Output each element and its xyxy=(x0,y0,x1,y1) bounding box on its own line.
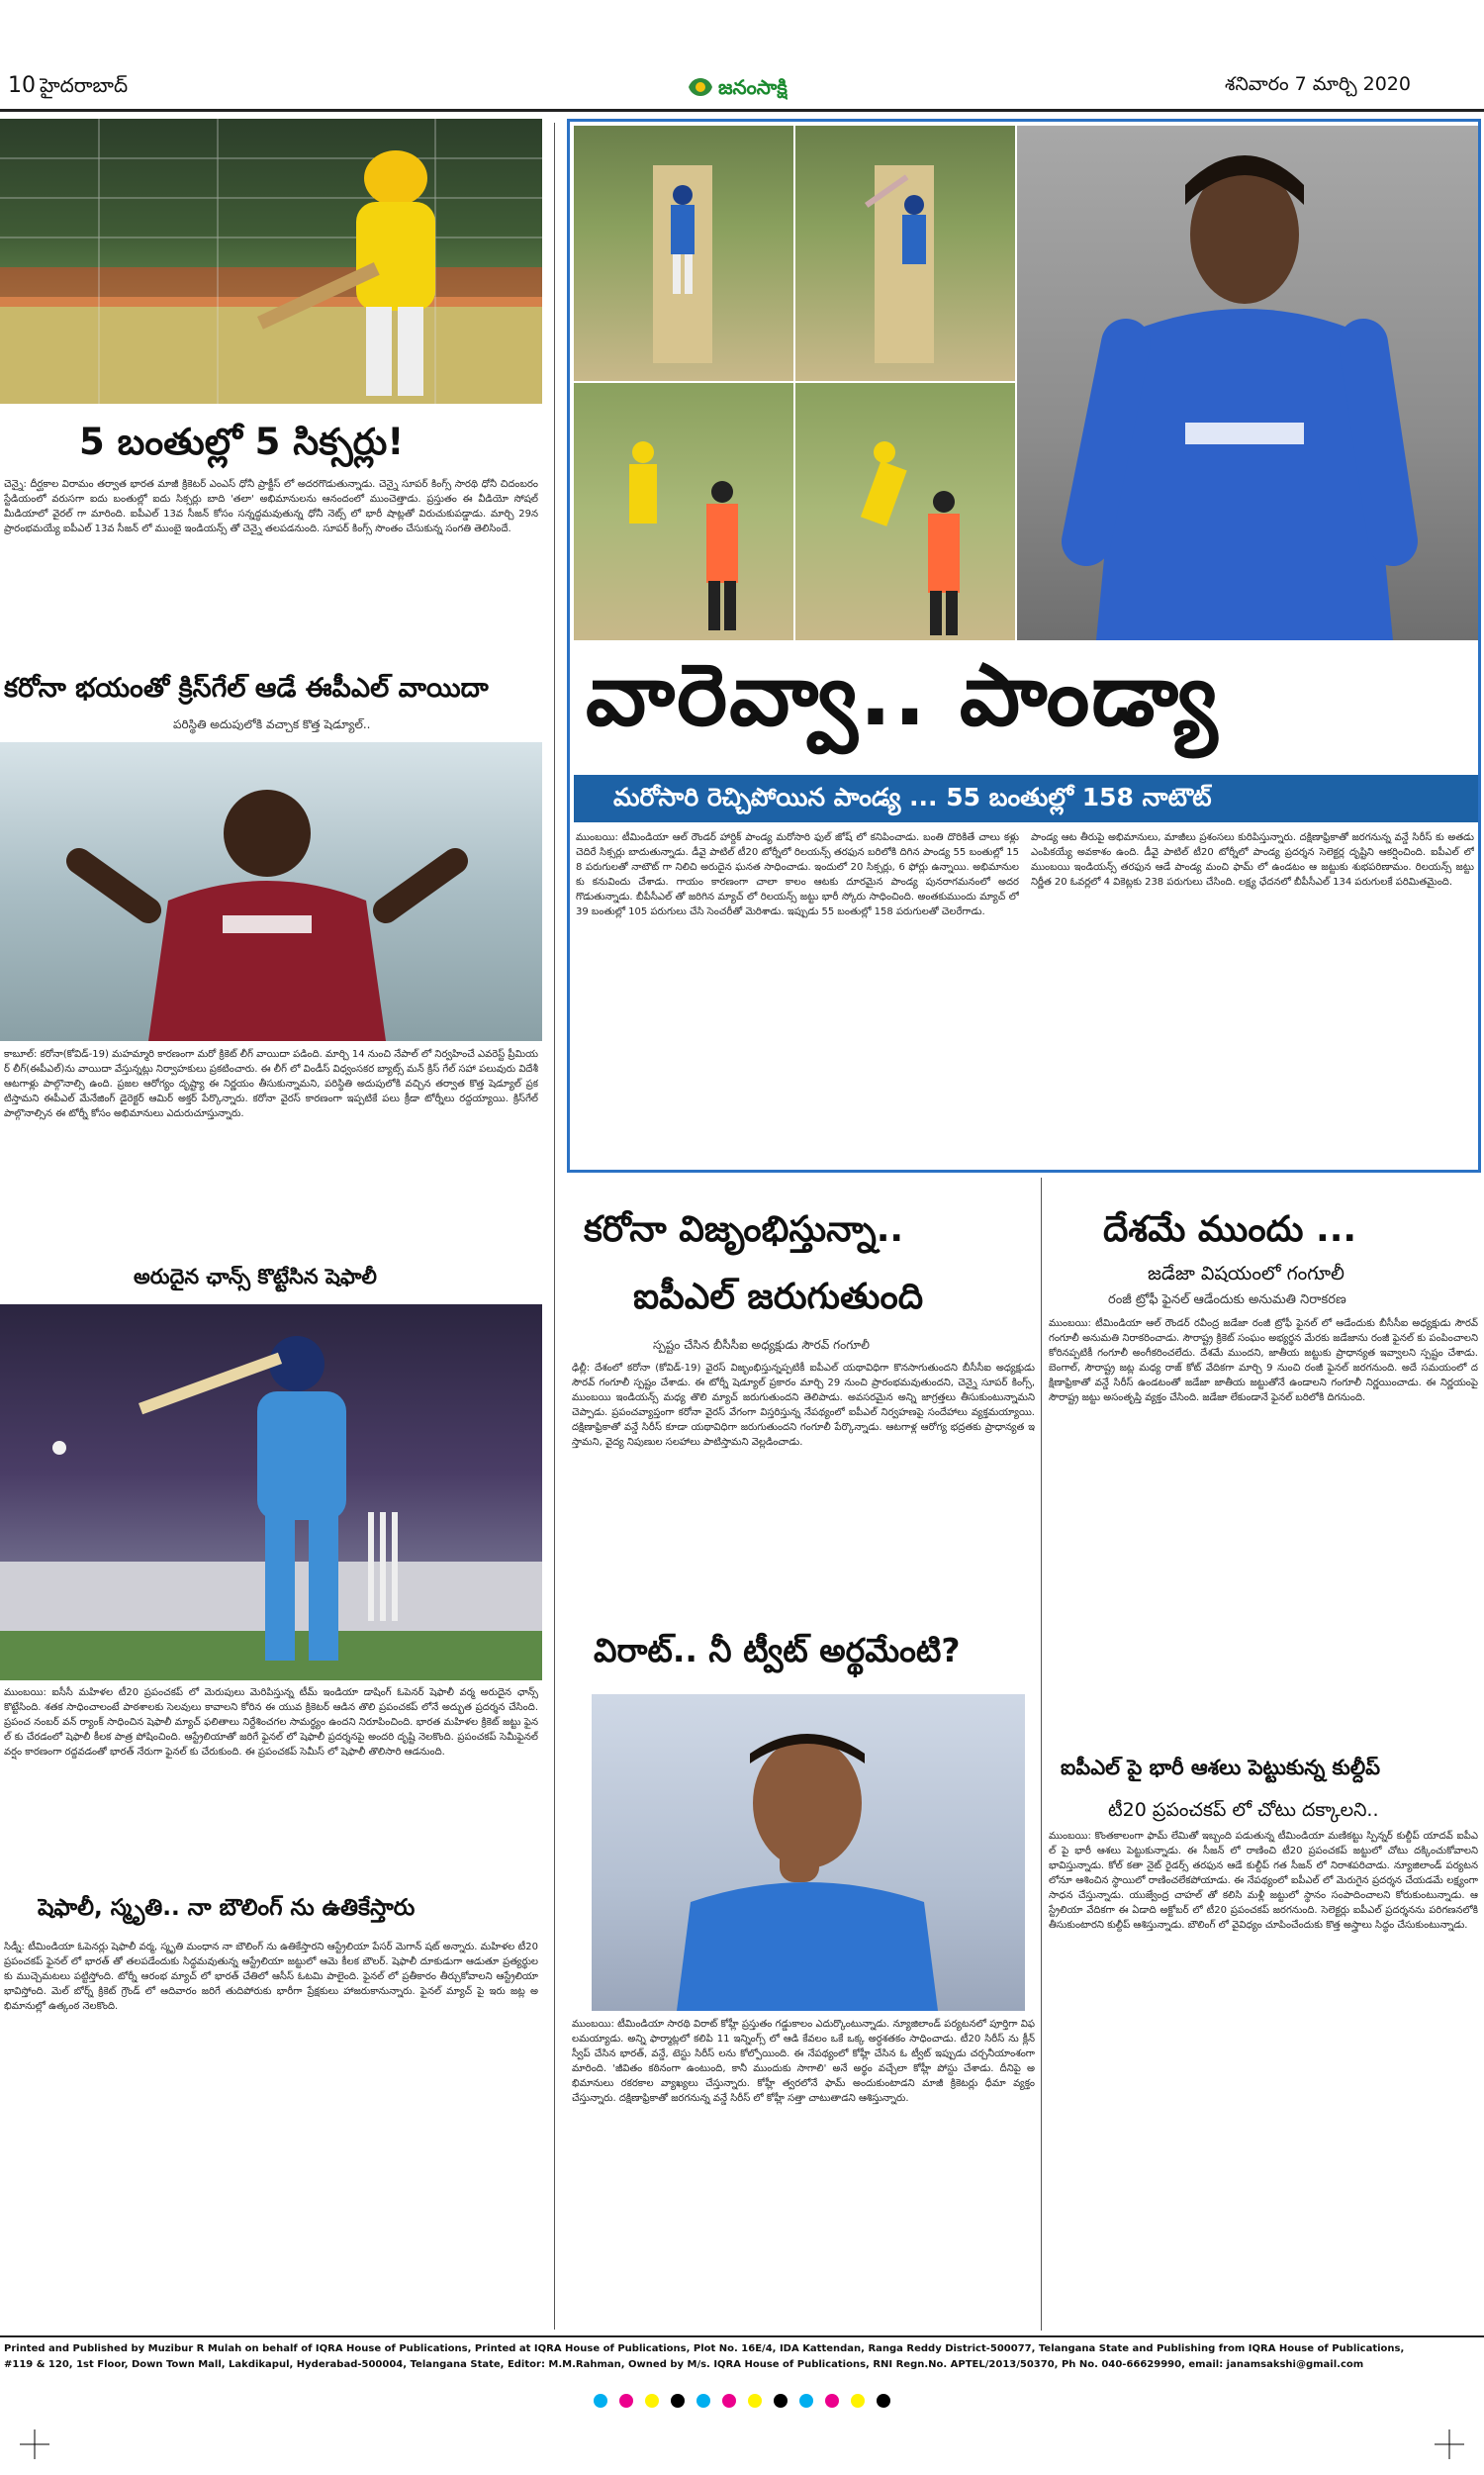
color-swatch-icon xyxy=(799,2394,813,2408)
shafali-body: ముంబయి: ఐసీసీ మహిళల టీ20 ప్రపంచకప్ లో మెరుపులు మెరిపిస్తున్న టీమ్ ఇండియా డాషింగ్ ఓపెనర్ షెఫాలీ వర్మ అరుదైన ఛాన్స్ కొట్టేసింది. శతక సాధించాలంటే పాఠశాలకు సెలవులు కావాలని కోరిన ఈ యువ క్రికెటర్ ఆడిన తొలి ప్రపంచకప్ లోనే అద్భుత ప్రదర్శన చేసింది. ప్రపంచ నంబర్ వన్ ర్యాంక్ సాధించిన షెఫాలీ మ్యాచ్ ఫలితాలు నిర్దేశించగల సామర్థ్యం ఉందని నిరూపించింది. భారత మహిళల క్రికెట్ జట్టు ఫైనల్ కు చేరడంలో షెఫాలీ కీలక పాత్ర పోషించింది. ఆస్ట్రేలియాతో జరిగే ఫైనల్ లో షెఫాలీ ప్రదర్శనపై అందరి దృష్టి నెలకొంది. ప్రపంచకప్ సెమీఫైనల్ వర్షం కారణంగా రద్దవడంతో భారత్ నేరుగా ఫైనల్ కు చేరుకుంది. ఈ ప్రపంచకప్ సెమీస్ లో షెఫాలీ తొలిసారి ఆడనుంది. xyxy=(4,1687,538,1758)
pandya-action-photo-1 xyxy=(574,126,793,381)
kuldeep-headline-line2: టీ20 ప్రపంచకప్ లో చోటు దక్కాలని.. xyxy=(1108,1799,1379,1821)
pandya-banner-text: మరోసారి రెచ్చిపోయిన పాండ్య ... 55 బంతుల్లో 158 నాటౌట్ xyxy=(613,783,1212,811)
gayle-credit: పరిస్థితి అదుపులోకి వచ్చాక కొత్త షెడ్యూల్.. xyxy=(173,717,371,731)
pandya-action-photo-2 xyxy=(795,126,1015,381)
color-swatch-icon xyxy=(619,2394,633,2408)
kohli-body: ముంబయి: టీమిండియా సారథి విరాట్ కోహ్లీ ప్రస్తుతం గడ్డుకాలం ఎదుర్కొంటున్నాడు. న్యూజిలాండ్ పర్యటనలో పూర్తిగా విఫలమయ్యాడు. అన్ని ఫార్మాట్లలో కలిపి 11 ఇన్నింగ్స్ లో ఆడి కేవలం ఒకే ఒక్క అర్ధశతకం సాధించాడు. టీ20 సిరీస్ ను క్లీన్ స్వీప్ చేసిన భారత్, వన్డే, టెస్టు సిరీస్ లను కోల్పోయింది. ఈ నేపథ్యంలో కోహ్లీ చేసిన ఓ ట్వీట్ ఇప్పుడు చర్చనీయాంశంగా మారింది. 'జీవితం కఠినంగా ఉంటుంది, కానీ ముందుకు సాగాలి' అనే అర్థం వచ్చేలా కోహ్లీ పోస్టు చేశాడు. దీనిపై అభిమానులు రకరకాల వ్యాఖ్యలు చేస్తున్నారు. కోహ్లీ త్వరలోనే ఫామ్ అందుకుంటాడని మాజీ క్రికెటర్లు ధీమా వ్యక్తం చేస్తున్నారు. దక్షిణాఫ్రికాతో జరగనున్న వన్డే సిరీస్ లో కోహ్లీ సత్తా చాటుతాడని ఆశిస్తున్నారు. xyxy=(572,2019,1035,2104)
dhoni-photo xyxy=(0,119,542,404)
kuldeep-headline-line1: ఐపీఎల్ పై భారీ ఆశలు పెట్టుకున్న కుల్దీప్ xyxy=(1061,1756,1381,1779)
sixes-body: చెన్నై: దీర్ఘకాల విరామం తర్వాత భారత మాజీ క్రికెటర్ ఎంఎస్ ధోనీ ప్రాక్టీస్ లో అదరగొడుతున్నాడు. చెన్నై సూపర్ కింగ్స్ సారథి ధోనీ చిదంబరం స్టేడియంలో వరుసగా ఐదు బంతుల్లో ఐదు సిక్సర్లు బాది 'తలా' అభిమానులను ఆనందంలో ముంచెత్తాడు. ప్రస్తుతం ఈ వీడియో సోషల్ మీడియాలో వైరల్ గా మారింది. ఐపీఎల్ 13వ సీజన్ కోసం సన్నద్ధమవుతున్న ధోనీ నెట్స్ లో భారీ షాట్లతో విరుచుకుపడ్డాడు. మార్చి 29న ప్రారంభమయ్యే ఐపీఎల్ 13వ సీజన్ లో ముంబై ఇండియన్స్ తో చెన్నై తలపడనుంది. సూపర్ కింగ్స్ సొంతం చేసుకున్న సంగతి తెలిసిందే. xyxy=(4,479,538,534)
kohli-figure-icon xyxy=(592,1694,1025,2011)
column-divider-left xyxy=(554,123,555,2330)
pandya-portrait-photo xyxy=(1017,126,1478,640)
kohli-photo xyxy=(592,1694,1025,2011)
shafali-headline: అరుదైన ఛాన్స్ కొట్టేసిన షెఫాలీ xyxy=(134,1265,377,1288)
color-swatch-icon xyxy=(748,2394,762,2408)
paper-logo xyxy=(683,69,801,105)
bowler-umpire-icon xyxy=(574,383,793,640)
batsman-shot-icon xyxy=(795,126,1015,381)
gayle-headline: కరోనా భయంతో క్రిస్‌గేల్ ఆడే ఈపీఎల్ వాయిదా xyxy=(4,673,489,704)
footer-imprint xyxy=(4,2341,1480,2373)
bowling-headline: షెఫాలీ, స్మృతి.. నా బౌలింగ్ ను ఉతికేస్తారు xyxy=(38,1895,416,1921)
ipl-headline-line2: ఐపీఎల్ జరుగుతుంది xyxy=(633,1277,924,1317)
ipl-body: ఢిల్లీ: దేశంలో కరోనా (కోవిడ్-19) వైరస్ విజృంభిస్తున్నప్పటికీ ఐపీఎల్ యథావిధిగా కొనసాగుతుందని బీసీసీఐ అధ్యక్షుడు సౌరవ్ గంగూలీ స్పష్టం చేశాడు. ఈ టోర్నీ షెడ్యూల్ ప్రకారం మార్చి 29 నుంచి ప్రారంభమవుతుందని, చెన్నై సూపర్ కింగ్స్, ముంబయి ఇండియన్స్ మధ్య తొలి మ్యాచ్ జరుగుతుందని తెలిపాడు. అవసరమైన అన్ని జాగ్రత్తలు తీసుకుంటున్నామని చెప్పాడు. ప్రపంచవ్యాప్తంగా కరోనా వైరస్ వేగంగా విస్తరిస్తున్న నేపథ్యంలో ఐపీఎల్ నిర్వహణపై సందేహాలు వ్యక్తమయ్యాయి. దక్షిణాఫ్రికాతో వన్డే సిరీస్ కూడా యథావిధిగా జరుగుతుందని గంగూలీ పేర్కొన్నాడు. ఆటగాళ్ల ఆరోగ్య భద్రతకు ప్రాధాన్యత ఇస్తామని, వైద్య నిపుణుల సలహాలు పాటిస్తామని వెల్లడించాడు. xyxy=(572,1363,1035,1448)
batsman-icon xyxy=(574,126,793,381)
ipl-credit: స్పష్టం చేసిన బీసీసీఐ అధ్యక్షుడు సౌరవ్ గంగూలీ xyxy=(653,1338,870,1352)
country-headline: దేశమే ముందు ... xyxy=(1103,1209,1357,1250)
country-body: ముంబయి: టీమిండియా ఆల్ రౌండర్ రవీంద్ర జడేజా రంజీ ట్రోఫీ ఫైనల్ లో ఆడేందుకు బీసీసీఐ అధ్యక్షుడు సౌరవ్ గంగూలీ అనుమతి నిరాకరించాడు. సౌరాష్ట్ర క్రికెట్ సంఘం అభ్యర్థన మేరకు జడేజాను రంజీ ఫైనల్ కు పంపించాలని కోరినప్పటికీ గంగూలీ అంగీకరించలేదు. దేశమే ముందని, జాతీయ జట్టుకు ప్రాధాన్యత ఇవ్వాలని స్పష్టం చేశాడు. బెంగాల్, సౌరాష్ట్ర జట్ల మధ్య రాజ్ కోట్ వేదికగా మార్చి 9 నుంచి రంజీ ఫైనల్ జరగనుంది. అదే సమయంలో దక్షిణాఫ్రికాతో వన్డే సిరీస్ ఉండటంతో జడేజా జాతీయ జట్టుతోనే ఉండాలని గంగూలీ నిర్ణయించాడు. ఈ నిర్ణయంపై సౌరాష్ట్ర జట్టు అసంతృప్తి వ్యక్తం చేసింది. జడేజా లేకుండానే ఫైనల్ బరిలోకి దిగనుంది. xyxy=(1049,1318,1478,1403)
crop-mark-icon xyxy=(20,2429,49,2459)
pandya-action-photo-3 xyxy=(574,383,793,640)
color-swatch-icon xyxy=(696,2394,710,2408)
imprint-line-2: #119 & 120, 1st Floor, Down Town Mall, Lakdikapul, Hyderabad-500004, Telangana State, Editor: M.M.Rahman, Owned by M/s. IQRA House of Publications, RNI Regn.No. APTEL/2013/50370, Ph No. 040-66629990, email: janamsakshi@gmail.com xyxy=(4,2359,1364,2370)
pandya-body-left: ముంబయి: టీమిండియా ఆల్ రౌండర్ హార్దిక్ పాండ్య మరోసారి ఫుల్ జోష్ లో కనిపించాడు. బంతి దొరికితే చాలు కళ్లు చెదిరే సిక్సర్లు బాదుతున్నాడు. డీవై పాటిల్ టీ20 టోర్నీలో రిలయన్స్ తరఫున బరిలోకి దిగిన పాండ్య 55 బంతుల్లో 158 పరుగులతో నాటౌట్ గా నిలిచి అరుదైన ఘనత సాధించాడు. ఇందులో 20 సిక్సర్లు, 6 ఫోర్లు ఉన్నాయి. అభిమానులకు కనువిందు చేశాడు. గాయం కారణంగా చాలా కాలం ఆటకు దూరమైన పాండ్య పునరాగమనంలో అదరగొడుతున్నాడు. బీపీసీఎల్ తో జరిగిన మ్యాచ్ లో రిలయన్స్ జట్టు భారీ స్కోరు సాధించింది. అంతకుముందు మ్యాచ్ లో 39 బంతుల్లో 105 పరుగులు చేసి సెంచరీతో మెరిశాడు. ఇప్పుడు 55 బంతుల్లో 158 పరుగులతో చెలరేగాడు. xyxy=(576,832,1019,917)
kuldeep-body: ముంబయి: కొంతకాలంగా ఫామ్ లేమితో ఇబ్బంది పడుతున్న టీమిండియా మణికట్టు స్పిన్నర్ కుల్దీప్ యాదవ్ ఐపీఎల్ పై భారీ ఆశలు పెట్టుకున్నాడు. ఈ సీజన్ లో రాణించి టీ20 ప్రపంచకప్ జట్టులో చోటు దక్కించుకోవాలని భావిస్తున్నాడు. కోల్ కతా నైట్ రైడర్స్ తరఫున ఆడే కుల్దీప్ గత సీజన్ లో నిరాశపరిచాడు. న్యూజిలాండ్ పర్యటనలోనూ ఆశించిన స్థాయిలో రాణించలేకపోయాడు. ఈ నేపథ్యంలో ఐపీఎల్ లో మెరుగైన ప్రదర్శన చేయడమే లక్ష్యంగా సాధన చేస్తున్నాడు. యుజ్వేంద్ర చాహల్ తో కలిసి మళ్లీ జట్టులో స్థానం సంపాదించాలని కోరుకుంటున్నాడు. ఆస్ట్రేలియా వేదికగా ఈ ఏడాది అక్టోబర్ లో టీ20 ప్రపంచకప్ జరగనుంది. సెలెక్టర్లు ఐపీఎల్ ప్రదర్శనను పరిగణనలోకి తీసుకుంటారని కుల్దీప్ ఆశిస్తున్నాడు. బౌలింగ్ లో వైవిధ్యం చూపించేందుకు కొత్త అస్త్రాలు సిద్ధం చేసుకుంటున్నాడు. xyxy=(1049,1831,1478,1931)
gayle-photo xyxy=(0,742,542,1041)
footer-rule xyxy=(0,2335,1484,2337)
color-swatch-icon xyxy=(645,2394,659,2408)
issue-date: శనివారం 7 మార్చి 2020 xyxy=(1225,73,1411,95)
shafali-figure-icon xyxy=(0,1304,542,1680)
pandya-headline: వారెవ్వా.. పాండ్యా xyxy=(586,646,1220,745)
pandya-feature-box xyxy=(567,119,1481,1173)
pandya-body-right: పాండ్య ఆట తీరుపై అభిమానులు, మాజీలు ప్రశంసలు కురిపిస్తున్నారు. దక్షిణాఫ్రికాతో జరగనున్న వన్డే సిరీస్ కు అతడు ఎంపికయ్యే అవకాశం ఉంది. డీవై పాటిల్ టీ20 టోర్నీలో పాండ్య ప్రదర్శన సెలెక్టర్ల దృష్టిని ఆకర్షించింది. ఐపీఎల్ లో ముంబయి ఇండియన్స్ తరఫున ఆడే పాండ్య మంచి ఫామ్ లో ఉండటం ఆ జట్టుకు శుభపరిణామం. రిలయన్స్ జట్టు నిర్ణీత 20 ఓవర్లలో 4 వికెట్లకు 238 పరుగులు చేసింది. లక్ష్య ఛేదనలో బీపీసీఎల్ 134 పరుగులకే పరిమితమైంది. xyxy=(1031,832,1474,888)
color-swatch-icon xyxy=(825,2394,839,2408)
paper-name: జనంసాక్షి xyxy=(718,75,788,99)
color-swatch-icon xyxy=(851,2394,865,2408)
gayle-figure-icon xyxy=(0,742,542,1041)
color-swatch-icon xyxy=(722,2394,736,2408)
page-number: 10 xyxy=(8,73,36,98)
imprint-line-1: Printed and Published by Muzibur R Mulah on behalf of IQRA House of Publications, Printed at IQRA House of Publications, Plot No. 16E/4, IDA Kattendan, Ranga Reddy District-500077, Telangana State and Publishing from IQRA House of Publications, xyxy=(4,2343,1405,2354)
masthead xyxy=(0,0,1484,119)
color-swatch-icon xyxy=(877,2394,890,2408)
bowling-body: సిడ్నీ: టీమిండియా ఓపెనర్లు షెఫాలీ వర్మ, స్మృతి మంధాన నా బౌలింగ్ ను ఉతికేస్తారని ఆస్ట్రేలియా పేసర్ మెగాన్ షట్ అన్నారు. మహిళల టీ20 ప్రపంచకప్ ఫైనల్ లో భారత్ తో తలపడేందుకు సిద్ధమవుతున్న ఆస్ట్రేలియా జట్టులో ఆమె కీలక బౌలర్. షెఫాలీ దూకుడుగా ఆడుతూ ప్రత్యర్థులకు ముచ్చెమటలు పట్టిస్తోంది. టోర్నీ ఆరంభ మ్యాచ్ లో భారత్ చేతిలో ఆసీస్ ఓటమి పాలైంది. ఫైనల్ లో ప్రతీకారం తీర్చుకోవాలని ఆస్ట్రేలియా భావిస్తోంది. మెల్ బోర్న్ క్రికెట్ గ్రౌండ్ లో ఆదివారం జరిగే తుదిపోరుకు భారీగా ప్రేక్షకులు హాజరుకానున్నారు. ఫైనల్ మ్యాచ్ పై ఇరు జట్ల అభిమానుల్లో ఉత్కంఠ నెలకొంది. xyxy=(4,1942,538,2012)
color-swatch-icon xyxy=(774,2394,788,2408)
city-name: హైదరాబాద్ xyxy=(40,73,129,97)
kohli-headline: విరాట్.. నీ ట్వీట్ అర్థమేంటి? xyxy=(594,1631,961,1669)
gayle-body: కాబూల్: కరోనా(కోవిడ్-19) మహమ్మారి కారణంగా మరో క్రికెట్ లీగ్ వాయిదా పడింది. మార్చి 14 నుంచి నేపాల్ లో నిర్వహించే ఎవరెస్ట్ ప్రీమియర్ లీగ్(ఈపీఎల్)ను వాయిదా వేస్తున్నట్లు నిర్వాహకులు ప్రకటించారు. ఈ లీగ్ లో విండీస్ విధ్వంసకర బ్యాట్స్ మన్ క్రిస్ గేల్ సహా పలువురు విదేశీ ఆటగాళ్లు పాల్గొనాల్సి ఉంది. ప్రజల ఆరోగ్యం దృష్ట్యా ఈ నిర్ణయం తీసుకున్నామని, పరిస్థితి అదుపులోకి వచ్చిన తర్వాత కొత్త షెడ్యూల్ ప్రకటిస్తామని ఈపీఎల్ మేనేజింగ్ డైరెక్టర్ ఆమిర్ అక్తర్ పేర్కొన్నారు. కరోనా వైరస్ కారణంగా ఇప్పటికే పలు క్రీడా టోర్నీలు రద్దయ్యాయి. క్రిస్‌గేల్ పాల్గొనాల్సిన ఈ టోర్నీ కోసం అభిమానులు ఎదురుచూస్తున్నారు. xyxy=(4,1049,538,1119)
ipl-headline-line1: కరోనా విజృంభిస్తున్నా.. xyxy=(584,1209,904,1250)
dhoni-figure-icon xyxy=(0,119,542,404)
country-credit: రంజీ ట్రోఫీ ఫైనల్ ఆడేందుకు అనుమతి నిరాకరణ xyxy=(1108,1292,1346,1307)
pandya-banner xyxy=(574,775,1478,822)
column-divider-right xyxy=(1041,1178,1042,2331)
registration-strip xyxy=(0,2393,1484,2419)
pandya-action-photo-4 xyxy=(795,383,1015,640)
shafali-photo xyxy=(0,1304,542,1680)
masthead-rule xyxy=(0,109,1484,112)
country-subhead: జడేజా విషయంలో గంగూలీ xyxy=(1148,1263,1345,1285)
crop-mark-icon xyxy=(1435,2429,1464,2459)
sixes-headline: 5 బంతుల్లో 5 సిక్సర్లు! xyxy=(79,421,405,463)
bowler-delivery-icon xyxy=(795,383,1015,640)
color-swatch-icon xyxy=(671,2394,685,2408)
color-swatch-icon xyxy=(594,2394,607,2408)
pandya-figure-icon xyxy=(1017,126,1478,640)
